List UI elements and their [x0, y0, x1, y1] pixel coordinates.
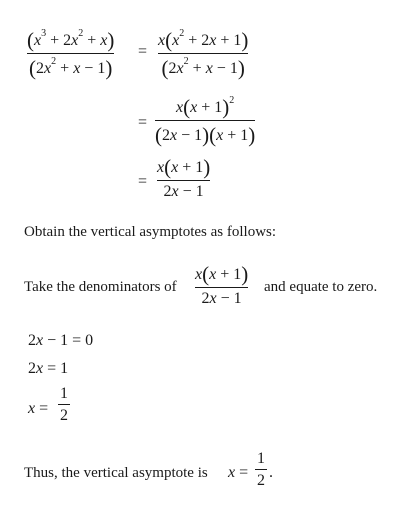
fraction-numerator: 1 [60, 385, 68, 402]
step2-denominator: (2x − 1)(x + 1) [155, 123, 256, 148]
step1-left-fraction [27, 28, 114, 80]
step3-denominator: 2x − 1 [163, 183, 204, 201]
equals-sign: = [138, 173, 148, 190]
fraction-bar [158, 53, 248, 54]
fraction-denominator: 2 [257, 472, 265, 490]
inline-denominator: 2x − 1 [201, 290, 242, 308]
step2-fraction [155, 95, 255, 147]
fraction-bar [58, 404, 70, 405]
step1-right-fraction [158, 28, 248, 80]
obtain-text: Obtain the vertical asymptotes as follows: [24, 224, 277, 240]
equate-zero-text: and equate to zero. [264, 279, 378, 295]
step1-right-numerator: $x(x^2 + 2x + 1)$ [158, 28, 249, 52]
fraction-bar [155, 120, 255, 121]
fraction-bar [195, 287, 248, 288]
conclusion-period: . [269, 464, 273, 481]
step1-right-denominator: $(2x^2 + x - 1)$ [161, 56, 245, 81]
step3-fraction [157, 155, 210, 202]
fraction-numerator: 1 [257, 450, 265, 467]
step2-numerator: $x(x + 1)^2$ [176, 95, 235, 119]
solve-line-2: 2x = 1 [28, 360, 69, 377]
solve-line-3-fraction [58, 385, 70, 426]
fraction-bar [157, 180, 210, 181]
equals-sign: = [138, 43, 148, 60]
equals-sign: = [138, 114, 148, 131]
conclusion-text: Thus, the vertical asymptote is [24, 465, 208, 481]
conclusion-lhs: x = [228, 464, 249, 481]
inline-numerator: x(x + 1) [195, 262, 249, 286]
step1-left-numerator: $(x^3 + 2x^2 + x)$ [27, 28, 115, 52]
inline-fraction [195, 262, 248, 309]
solve-line-1: 2x − 1 = 0 [28, 332, 94, 349]
conclusion-fraction [255, 450, 267, 491]
solve-line-3-lhs: x = [28, 400, 49, 417]
fraction-denominator: 2 [60, 407, 68, 425]
fraction-bar [27, 53, 114, 54]
step1-left-denominator: $(2x^2 + x - 1)$ [29, 56, 113, 81]
fraction-bar [255, 469, 267, 470]
step3-numerator: x(x + 1) [157, 155, 211, 179]
take-denominators-text: Take the denominators of [24, 279, 177, 295]
